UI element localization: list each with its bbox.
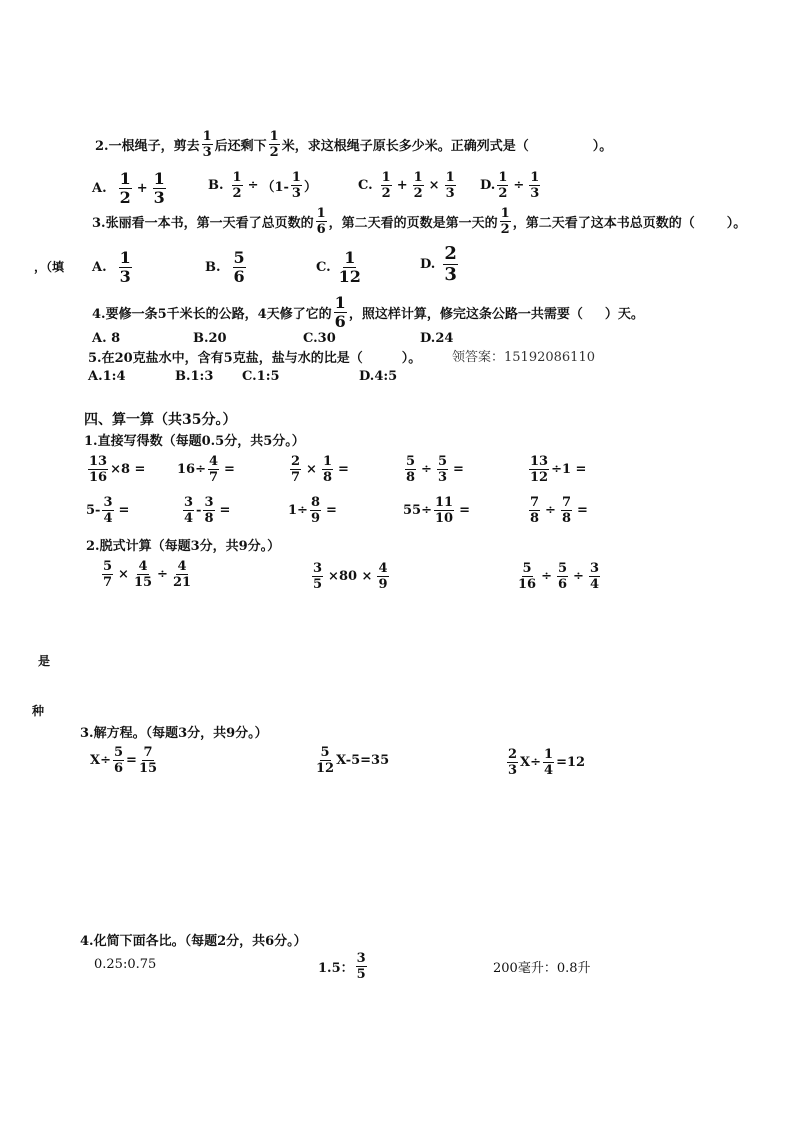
q2-option-a[interactable]: A. $\frac{1}{2}$ + $\frac{1}{3}$: [92, 169, 165, 207]
fraction: $\frac{3}{4}$: [103, 495, 113, 526]
fraction: $\frac{2}{3}$: [508, 747, 518, 778]
fraction: $\frac{3}{4}$: [184, 495, 194, 526]
fraction: $\frac{4}{15}$: [133, 559, 153, 590]
sub2-title: 2.脱式计算（每题3分，共9分。）: [86, 539, 281, 554]
q3-option-b[interactable]: B. $\frac{5}{6}$: [205, 248, 245, 286]
calc-item[interactable]: 1÷ $\frac{8}{9}$ =: [288, 495, 337, 526]
q3-option-c[interactable]: C. $\frac{1}{12}$: [316, 248, 361, 286]
fraction: $\frac{3}{5}$: [313, 561, 323, 592]
fraction: $\frac{1}{3}$: [153, 169, 165, 207]
calc-item[interactable]: $\frac{3}{5}$ ×80 × $\frac{4}{9}$: [313, 561, 388, 592]
q2-option-b[interactable]: B. $\frac{1}{2}$ ÷ （1- $\frac{1}{3}$ ）: [208, 170, 317, 201]
fraction: $\frac{1}{3}$: [119, 248, 131, 286]
q5-option-d[interactable]: D.4:5: [359, 369, 398, 384]
q3-option-d[interactable]: D. $\frac{2}{3}$: [420, 243, 457, 285]
fraction: $\frac{1}{3}$: [202, 129, 212, 160]
fraction: $\frac{2}{3}$: [444, 243, 457, 285]
q5-option-b[interactable]: B.1:3: [175, 369, 214, 384]
ratio-item[interactable]: 0.25:0.75: [94, 957, 157, 972]
fraction: $\frac{1}{6}$: [316, 206, 326, 237]
equation-item[interactable]: X÷ $\frac{5}{6}$ = $\frac{7}{15}$: [90, 745, 158, 776]
calc-item[interactable]: $\frac{5}{16}$ ÷ $\frac{5}{6}$ ÷ $\frac{3}{4}$: [518, 561, 599, 592]
fraction: $\frac{1}{4}$: [544, 747, 554, 778]
q5-stem: 5.在20克盐水中，含有5克盐，盐与水的比是（ ）。: [88, 351, 422, 366]
fraction: $\frac{7}{8}$: [530, 495, 540, 526]
fraction: $\frac{1}{2}$: [498, 170, 508, 201]
fraction: $\frac{3}{5}$: [356, 951, 366, 982]
fraction: $\frac{1}{12}$: [338, 248, 361, 286]
fraction: $\frac{1}{6}$: [334, 293, 346, 331]
sub4-title: 4.化简下面各比。（每题2分，共6分。）: [80, 934, 307, 949]
calc-item[interactable]: $\frac{7}{8}$ ÷ $\frac{7}{8}$ =: [530, 495, 588, 526]
q4-option-b[interactable]: B.20: [193, 331, 227, 346]
fraction: $\frac{1}{2}$: [119, 169, 131, 207]
calc-item[interactable]: $\frac{13}{16}$ ×8 =: [89, 454, 146, 485]
fraction: $\frac{5}{7}$: [103, 559, 113, 590]
fraction: $\frac{7}{15}$: [138, 745, 158, 776]
calc-item[interactable]: $\frac{13}{12}$ ÷1 =: [530, 454, 587, 485]
q4-option-c[interactable]: C.30: [303, 331, 336, 346]
margin-fragment: 种: [32, 704, 45, 718]
fraction: $\frac{7}{8}$: [561, 495, 571, 526]
q2-option-d[interactable]: D. $\frac{1}{2}$ ÷ $\frac{1}{3}$: [480, 170, 540, 201]
fraction: $\frac{4}{21}$: [172, 559, 192, 590]
fraction: $\frac{5}{3}$: [437, 454, 447, 485]
fraction: $\frac{13}{12}$: [530, 454, 549, 485]
margin-fragment: 是: [38, 654, 51, 668]
watermark-text: 领答案：15192086110: [452, 350, 595, 365]
q5-option-c[interactable]: C.1:5: [242, 369, 280, 384]
fraction: $\frac{5}{8}$: [406, 454, 416, 485]
sub3-title: 3.解方程。（每题3分，共9分。）: [80, 726, 268, 741]
fraction: $\frac{1}{2}$: [381, 170, 391, 201]
calc-item[interactable]: $\frac{2}{7}$ × $\frac{1}{8}$ =: [291, 454, 349, 485]
fraction: $\frac{5}{16}$: [518, 561, 537, 592]
section-four-title: 四、算一算（共35分。）: [84, 412, 237, 428]
calc-item[interactable]: 16÷ $\frac{4}{7}$ =: [177, 454, 235, 485]
q3-option-a[interactable]: A. $\frac{1}{3}$: [92, 248, 131, 286]
fraction: $\frac{3}{8}$: [204, 495, 214, 526]
calc-item[interactable]: $\frac{5}{7}$ × $\frac{4}{15}$ ÷ $\frac{4}{21}$: [103, 559, 192, 590]
q4-option-a[interactable]: A. 8: [92, 331, 121, 346]
q2-option-c[interactable]: C. $\frac{1}{2}$ + $\frac{1}{2}$ × $\frac{1}{3}$: [358, 170, 455, 201]
q4-stem: 4.要修一条5千米长的公路，4天修了它的 $\frac{1}{6}$ ，照这样计算，修完这条公路一共需要（ ）天。: [92, 293, 644, 331]
fraction: $\frac{4}{7}$: [208, 454, 219, 485]
fraction: $\frac{5}{6}$: [558, 561, 568, 592]
fraction: $\frac{1}{2}$: [500, 206, 510, 237]
sub1-title: 1.直接写得数（每题0.5分，共5分。）: [84, 434, 305, 449]
fraction: $\frac{3}{4}$: [589, 561, 599, 592]
fraction: $\frac{1}{3}$: [445, 170, 455, 201]
equation-item[interactable]: $\frac{5}{12}$ X-5=35: [316, 745, 390, 776]
fraction: $\frac{1}{2}$: [269, 129, 279, 160]
calc-item[interactable]: $\frac{3}{4}$ - $\frac{3}{8}$ =: [184, 495, 231, 526]
fraction: $\frac{13}{16}$: [89, 454, 108, 485]
margin-fragment: ，（填: [34, 260, 65, 274]
q2-stem: 2.一根绳子，剪去 $\frac{1}{3}$ 后还剩下 $\frac{1}{2}$ 米，求这根绳子原长多少米。正确列式是（ ）。: [95, 129, 613, 160]
calc-item[interactable]: $\frac{5}{8}$ ÷ $\frac{5}{3}$ =: [406, 454, 464, 485]
fraction: $\frac{5}{6}$: [233, 248, 245, 286]
fraction: $\frac{5}{6}$: [113, 745, 124, 776]
fraction: $\frac{1}{3}$: [530, 170, 540, 201]
equation-item[interactable]: $\frac{2}{3}$ X÷ $\frac{1}{4}$ =12: [508, 747, 586, 778]
calc-item[interactable]: 55÷ $\frac{11}{10}$ =: [403, 495, 470, 526]
fraction: $\frac{1}{2}$: [413, 170, 423, 201]
calc-item[interactable]: 5- $\frac{3}{4}$ =: [86, 495, 130, 526]
fraction: $\frac{1}{2}$: [232, 170, 242, 201]
fraction: $\frac{1}{8}$: [322, 454, 332, 485]
fraction: $\frac{4}{9}$: [378, 561, 388, 592]
q5-option-a[interactable]: A.1:4: [88, 369, 126, 384]
q4-option-d[interactable]: D.24: [420, 331, 454, 346]
q3-stem: 3.张丽看一本书，第一天看了总页数的 $\frac{1}{6}$ ，第二天看的页数是第一天的 $\frac{1}{2}$ ，第二天看了这本书总页数的（ ）。: [92, 206, 747, 237]
fraction: $\frac{8}{9}$: [310, 495, 320, 526]
fraction: $\frac{5}{12}$: [316, 745, 335, 776]
fraction: $\frac{11}{10}$: [434, 495, 454, 526]
ratio-item[interactable]: 1.5： $\frac{3}{5}$: [318, 951, 366, 982]
fraction: $\frac{1}{3}$: [291, 170, 301, 201]
fraction: $\frac{2}{7}$: [291, 454, 301, 485]
ratio-item[interactable]: 200毫升：0.8升: [493, 961, 591, 976]
